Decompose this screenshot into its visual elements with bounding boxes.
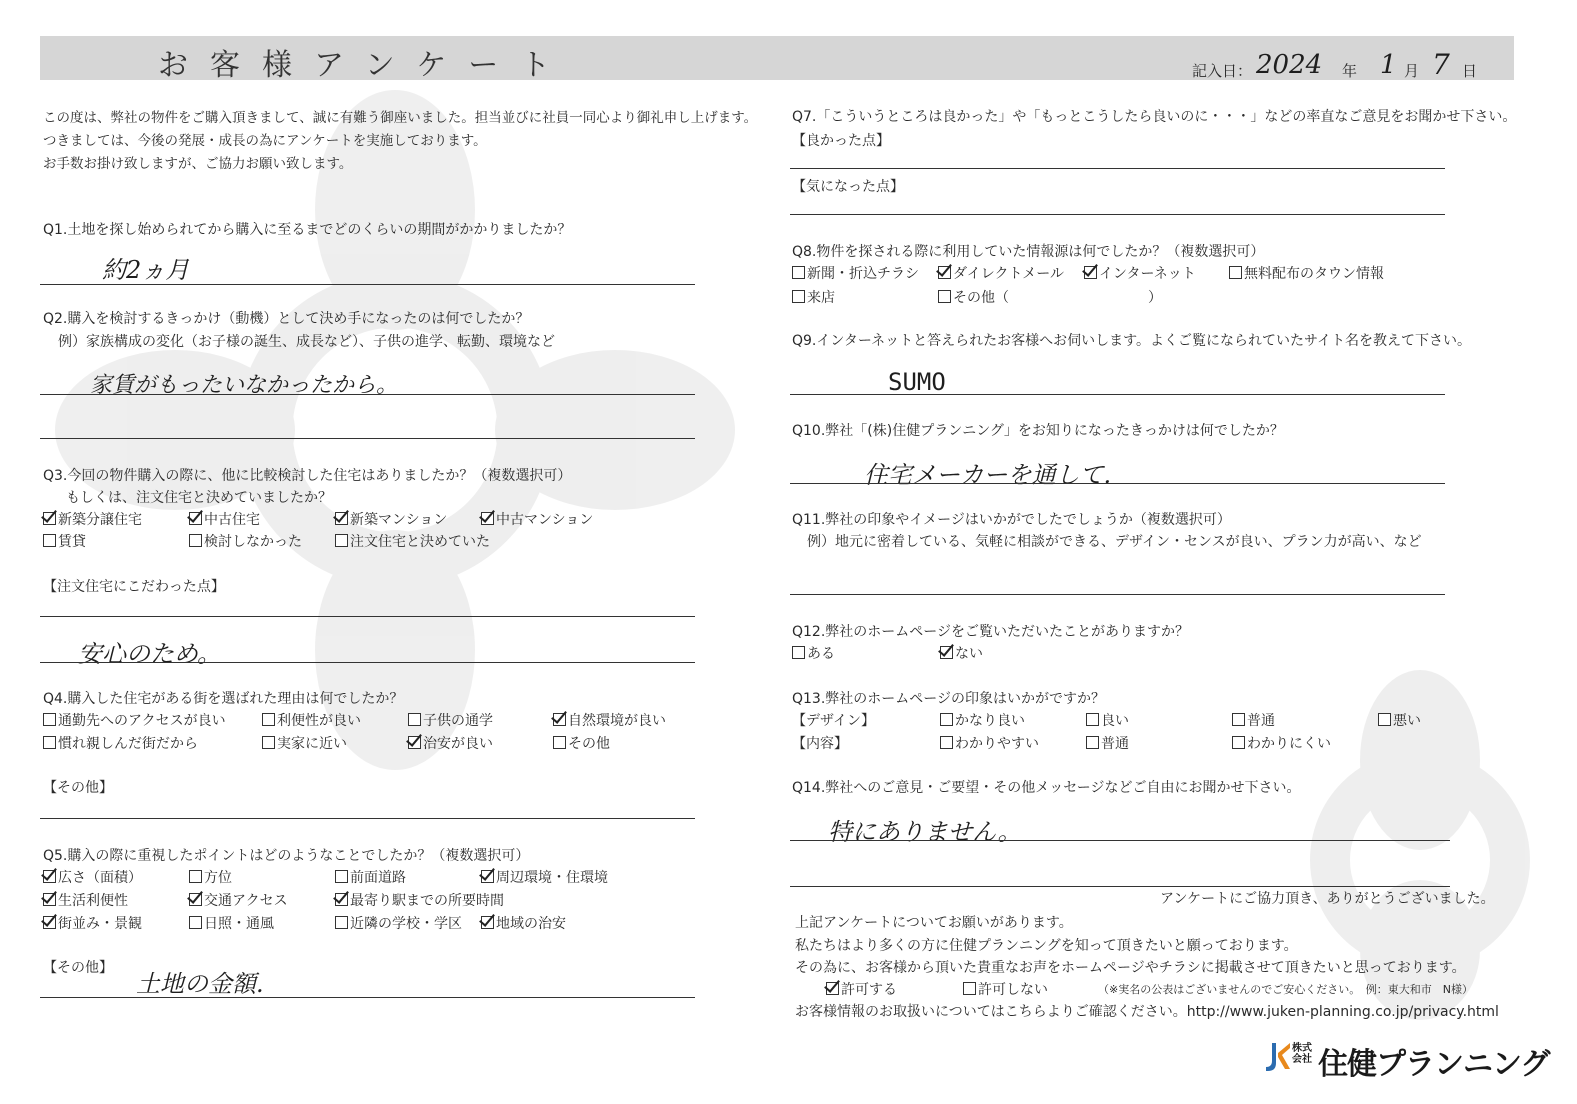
q11-answer-line — [790, 594, 1445, 595]
checkbox-checked[interactable] — [335, 512, 348, 525]
q12-question: Q12.弊社のホームページをご覧いただいたことがありますか？ — [792, 624, 1190, 640]
q5-option-6[interactable]: 交通アクセス — [189, 890, 288, 910]
q13-design-option-2[interactable]: 良い — [1086, 710, 1129, 730]
q5-option-10[interactable]: 近隣の学校・学区 — [335, 913, 462, 933]
q3-option-2[interactable]: 中古住宅 — [189, 509, 260, 529]
q11-question: Q11.弊社の印象やイメージはいかがでしたでしょうか（複数選択可） — [792, 512, 1231, 528]
company-logo — [1262, 1037, 1552, 1081]
q5-other-label: 【その他】 — [43, 960, 113, 976]
q8-option-3[interactable]: インターネット — [1084, 263, 1196, 283]
q2-answer-line-1 — [40, 394, 695, 395]
q7-good-label: 【良かった点】 — [792, 133, 890, 149]
footer-request-3: その為に、お客様から頂いた貴重なお声をホームページやチラシに掲載させて頂きたいと思っております。 — [795, 960, 1466, 976]
q9-answer[interactable]: SUMO — [888, 368, 946, 396]
checkbox-checked[interactable] — [826, 982, 839, 995]
footer-request-2: 私たちはより多くの方に住健プランニングを知って頂きたいと願っております。 — [795, 938, 1298, 954]
q3-option-4[interactable]: 中古マンション — [481, 509, 593, 529]
q13-content-option-1[interactable]: わかりやすい — [940, 733, 1039, 753]
checkbox-checked[interactable] — [553, 713, 566, 726]
q3-option-7[interactable]: 注文住宅と決めていた — [335, 531, 490, 551]
checkbox[interactable] — [335, 916, 348, 929]
q4-option-7[interactable]: 治安が良い — [408, 733, 493, 753]
q8-option-4[interactable]: 無料配布のタウン情報 — [1229, 263, 1384, 283]
intro-line-2: つきましては、今後の発展・成長の為にアンケートを実施しております。 — [43, 133, 487, 149]
checkbox[interactable] — [1086, 713, 1099, 726]
q5-option-5[interactable]: 生活利便性 — [43, 890, 128, 910]
q8-option-5[interactable]: 来店 — [792, 287, 835, 307]
q4-option-5[interactable]: 慣れ親しんだ街だから — [43, 733, 198, 753]
q3-sub-line-2 — [40, 662, 695, 663]
q14-answer[interactable]: 特にありません。 — [828, 818, 1022, 846]
checkbox-checked[interactable] — [43, 893, 56, 906]
q3-sub-label: 【注文住宅にこだわった点】 — [43, 579, 225, 595]
date-day: 7 — [1432, 48, 1450, 81]
q2-answer-line-2 — [40, 438, 695, 439]
checkbox[interactable] — [1232, 713, 1245, 726]
checkbox-checked[interactable] — [189, 512, 202, 525]
q14-answer-line-2 — [790, 886, 1450, 887]
checkbox[interactable] — [1229, 266, 1242, 279]
q9-answer-line — [790, 394, 1445, 395]
checkbox[interactable] — [43, 534, 56, 547]
checkbox[interactable] — [938, 290, 951, 303]
q5-other-line — [40, 997, 695, 998]
q9-question: Q9.インターネットと答えられたお客様へお伺いします。よくご覧になられていたサイト名を教えて下さい。 — [792, 333, 1472, 349]
q5-option-1[interactable]: 広さ（面積） — [43, 867, 142, 887]
logo-mark-icon — [1262, 1039, 1292, 1077]
q8-option-2[interactable]: ダイレクトメール — [938, 263, 1064, 283]
footer-note: （※実名の公表はございませんのでご安心ください。 例：東大和市 N様） — [1098, 983, 1473, 996]
q13-question: Q13.弊社のホームページの印象はいかがですか？ — [792, 691, 1106, 707]
q5-option-8[interactable]: 街並み・景観 — [43, 913, 142, 933]
q13-design-option-4[interactable]: 悪い — [1378, 710, 1421, 730]
intro-line-1: この度は、弊社の物件をご購入頂きまして、誠に有難う御座いました。担当並びに社員一同心より御礼申し上げます。 — [43, 110, 758, 126]
q8-option-6[interactable]: その他（ — [938, 287, 1009, 307]
date-day-unit: 日 — [1462, 62, 1478, 80]
q13-design-option-1[interactable]: かなり良い — [940, 710, 1025, 730]
q5-other-answer[interactable]: 土地の金額. — [136, 970, 264, 998]
q4-option-8[interactable]: その他 — [553, 733, 610, 753]
q5-option-7[interactable]: 最寄り駅までの所要時間 — [335, 890, 504, 910]
q13-design-label: 【デザイン】 — [792, 713, 876, 729]
q10-answer[interactable]: 住宅メーカーを通して. — [864, 461, 1112, 489]
checkbox[interactable] — [335, 534, 348, 547]
checkbox-checked[interactable] — [481, 512, 494, 525]
q10-question: Q10.弊社「(株)住健プランニング」をお知りになったきっかけは何でしたか？ — [792, 423, 1284, 439]
permit-option-yes[interactable]: 許可する — [826, 979, 897, 999]
logo-company-name: 住健プランニング — [1318, 1047, 1550, 1082]
permit-option-no[interactable]: 許可しない — [963, 979, 1048, 999]
q8-question: Q8.物件を探される際に利用していた情報源は何でしたか？（複数選択可） — [792, 244, 1265, 260]
q4-option-4[interactable]: 自然環境が良い — [553, 710, 666, 730]
checkbox[interactable] — [262, 713, 275, 726]
q3-option-3[interactable]: 新築マンション — [335, 509, 447, 529]
page-title: お客様アンケート — [158, 48, 573, 83]
checkbox[interactable] — [43, 713, 56, 726]
q4-option-3[interactable]: 子供の通学 — [408, 710, 493, 730]
checkbox[interactable] — [1378, 713, 1391, 726]
q3-sub-line-1 — [40, 616, 695, 617]
q13-content-option-2[interactable]: 普通 — [1086, 733, 1129, 753]
date-month-unit: 月 — [1404, 62, 1420, 80]
checkbox-checked[interactable] — [408, 736, 421, 749]
q1-answer[interactable]: 約2ヵ月 — [102, 256, 190, 284]
date-label: 記入日： — [1192, 62, 1253, 80]
q14-question: Q14.弊社へのご意見・ご要望・その他メッセージなどご自由にお聞かせ下さい。 — [792, 780, 1301, 796]
checkbox-checked[interactable] — [481, 870, 494, 883]
q5-option-9[interactable]: 日照・通風 — [189, 913, 274, 933]
footer-request-1: 上記アンケートについてお願いがあります。 — [795, 915, 1073, 931]
checkbox-checked[interactable] — [1084, 266, 1097, 279]
q7-question: Q7.「こういうところは良かった」や「もっとこうしたら良いのに・・・」などの率直なご意見をお聞かせ下さい。 — [792, 109, 1517, 125]
q13-content-option-3[interactable]: わかりにくい — [1232, 733, 1331, 753]
q2-answer[interactable]: 家賃がもったいなかったから。 — [90, 373, 399, 398]
checkbox[interactable] — [792, 266, 805, 279]
checkbox-checked[interactable] — [43, 916, 56, 929]
checkbox[interactable] — [335, 870, 348, 883]
checkbox[interactable] — [792, 646, 805, 659]
date-year: 2024 — [1256, 50, 1323, 80]
logo-company-type: 株式 会社 — [1292, 1043, 1312, 1065]
q7-concern-label: 【気になった点】 — [792, 179, 904, 195]
q5-option-11[interactable]: 地域の治安 — [481, 913, 566, 933]
q8-option-1[interactable]: 新聞・折込チラシ — [792, 263, 919, 283]
checkbox[interactable] — [940, 713, 953, 726]
q4-option-2[interactable]: 利便性が良い — [262, 710, 361, 730]
date-year-unit: 年 — [1342, 62, 1358, 80]
q4-other-line — [40, 818, 695, 819]
q3-question-2: もしくは、注文住宅と決めていましたか？ — [66, 490, 332, 506]
q4-option-6[interactable]: 実家に近い — [262, 733, 347, 753]
q7-concern-line — [790, 214, 1445, 215]
footer-thanks: アンケートにご協力頂き、ありがとうございました。 — [1160, 891, 1495, 907]
q3-sub-answer[interactable]: 安心のため。 — [78, 640, 222, 668]
q14-answer-line-1 — [790, 840, 1450, 841]
checkbox[interactable] — [189, 916, 202, 929]
checkbox[interactable] — [1232, 736, 1245, 749]
checkbox[interactable] — [262, 736, 275, 749]
q3-option-6[interactable]: 検討しなかった — [189, 531, 302, 551]
q1-answer-line — [40, 284, 695, 285]
checkbox-checked[interactable] — [481, 916, 494, 929]
checkbox[interactable] — [189, 534, 202, 547]
footer-privacy[interactable]: お客様情報のお取扱いについてはこちらよりご確認ください。http://www.juken-planning.co.jp/privacy.html — [795, 1004, 1499, 1020]
q12-option-2[interactable]: ない — [940, 643, 983, 663]
checkbox[interactable] — [792, 290, 805, 303]
checkbox[interactable] — [553, 736, 566, 749]
q13-content-label: 【内容】 — [792, 736, 848, 752]
q4-question: Q4.購入した住宅がある街を選ばれた理由は何でしたか？ — [43, 691, 404, 707]
checkbox-checked[interactable] — [43, 870, 56, 883]
q7-good-line — [790, 168, 1445, 169]
checkbox[interactable] — [963, 982, 976, 995]
q5-option-2[interactable]: 方位 — [189, 867, 232, 887]
q5-option-4[interactable]: 周辺環境・住環境 — [481, 867, 608, 887]
q1-question: Q1.土地を探し始められてから購入に至るまでどのくらいの期間がかかりましたか？ — [43, 222, 572, 238]
q12-option-1[interactable]: ある — [792, 643, 835, 663]
checkbox-checked[interactable] — [940, 646, 953, 659]
checkbox-checked[interactable] — [335, 893, 348, 906]
q4-option-1[interactable]: 通勤先へのアクセスが良い — [43, 710, 226, 730]
q11-example: 例）地元に密着している、気軽に相談ができる、デザイン・センスが良い、プラン力が高い、など — [807, 534, 1422, 550]
q2-question: Q2.購入を検討するきっかけ（動機）として決め手になったのは何でしたか？ — [43, 311, 530, 327]
checkbox[interactable] — [1086, 736, 1099, 749]
checkbox[interactable] — [189, 870, 202, 883]
q8-other-close: ） — [1148, 290, 1162, 306]
q4-other-label: 【その他】 — [43, 780, 113, 796]
checkbox[interactable] — [940, 736, 953, 749]
q5-question: Q5.購入の際に重視したポイントはどのようなことでしたか？（複数選択可） — [43, 848, 530, 864]
date-month: 1 — [1380, 50, 1397, 80]
checkbox[interactable] — [43, 736, 56, 749]
checkbox-checked[interactable] — [189, 893, 202, 906]
checkbox-checked[interactable] — [43, 512, 56, 525]
q5-option-3[interactable]: 前面道路 — [335, 867, 406, 887]
q13-design-option-3[interactable]: 普通 — [1232, 710, 1275, 730]
checkbox-checked[interactable] — [938, 266, 951, 279]
q3-option-1[interactable]: 新築分譲住宅 — [43, 509, 142, 529]
intro-line-3: お手数お掛け致しますが、ご協力お願い致します。 — [43, 156, 353, 172]
q3-question: Q3.今回の物件購入の際に、他に比較検討した住宅はありましたか？（複数選択可） — [43, 468, 572, 484]
q3-option-5[interactable]: 賃貸 — [43, 531, 86, 551]
q2-example: 例）家族構成の変化（お子様の誕生、成長など）、子供の進学、転勤、環境など — [58, 334, 555, 350]
q10-answer-line — [790, 483, 1445, 484]
checkbox[interactable] — [408, 713, 421, 726]
